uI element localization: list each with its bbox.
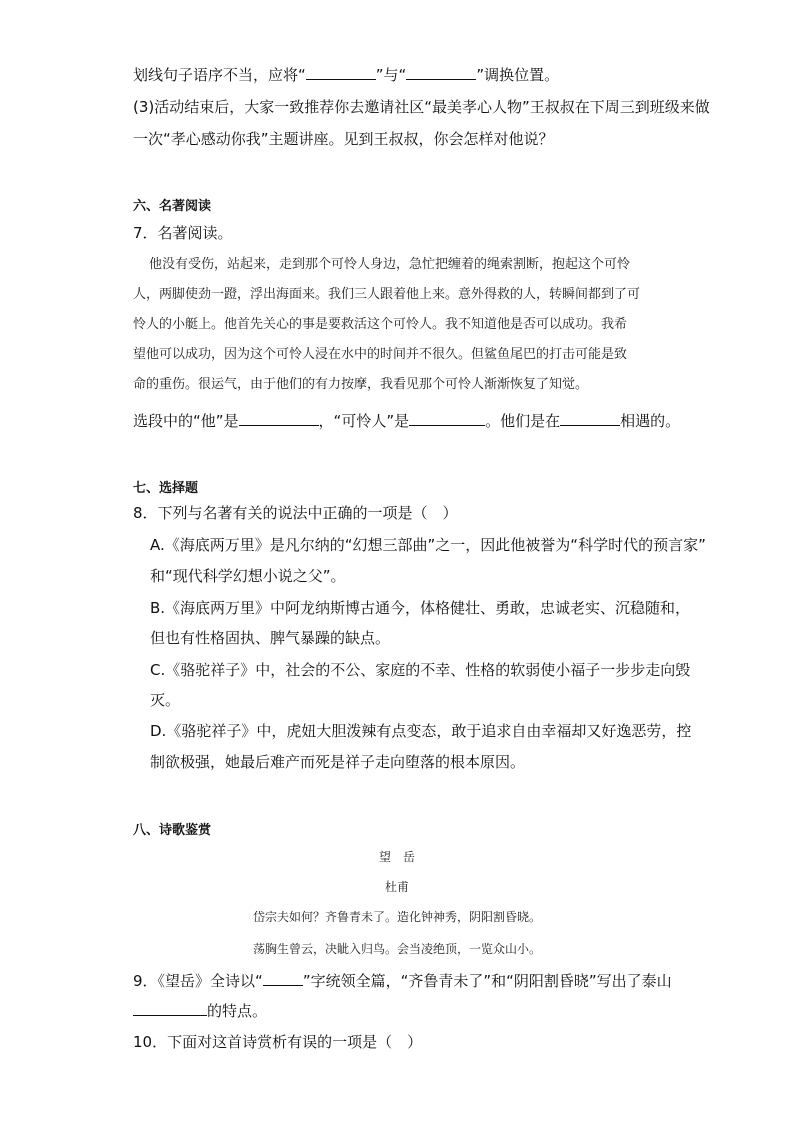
q6-sub3-line2: 一次“孝心感动你我”主题讲座。见到王叔叔，你会怎样对他说？ xyxy=(133,130,554,148)
q9-text-a: 9．《望岳》全诗以“ xyxy=(133,972,263,990)
poem-line: 岱宗夫如何？齐鲁青未了。造化钟神秀，阴阳割昏晓。 xyxy=(252,910,541,924)
option-c[interactable]: C.《骆驼祥子》中，社会的不公、家庭的不幸、性格的软弱使小福子一步步走向毁 xyxy=(150,661,691,679)
option-b[interactable]: B.《海底两万里》中阿龙纳斯博古通今，体格健壮、勇敢，忠诚老实、沉稳随和， xyxy=(150,599,691,617)
q9-text-c: 的特点。 xyxy=(207,1002,268,1020)
answer-blank[interactable] xyxy=(560,411,620,426)
passage-line: 人，两脚使劲一蹬，浮出海面来。我们三人跟着他上来。意外得救的人，转瞬间都到了可 xyxy=(133,287,641,302)
passage-line: 怜人的小艇上。他首先关心的事是要救活这个可怜人。我不知道他是否可以成功。我希 xyxy=(133,317,628,332)
answer-blank[interactable] xyxy=(409,411,485,426)
passage-line: 望他可以成功，因为这个可怜人浸在水中的时间并不很久。但鲨鱼尾巴的打击可能是致 xyxy=(133,347,628,362)
q6-text-c: ”调换位置。 xyxy=(476,66,560,84)
question-8: 8．下列与名著有关的说法中正确的一项是（ ） xyxy=(133,504,458,522)
answer-blank[interactable] xyxy=(239,411,319,426)
q6-text-b: ”与“ xyxy=(375,66,407,84)
q7-text-a: 选段中的“他”是 xyxy=(133,412,239,430)
answer-blank[interactable] xyxy=(263,971,303,986)
passage-line: 他没有受伤，站起来，走到那个可怜人身边，急忙把缠着的绳索割断，抱起这个可怜 xyxy=(149,257,631,272)
q9-line xyxy=(133,970,672,992)
option-d-cont: 制欲极强，她最后难产而死是祥子走向堕落的根本原因。 xyxy=(150,753,526,771)
q6-sub3-line1: (3)活动结束后，大家一致推荐你去邀请社区“最美孝心人物”王叔叔在下周三到班级来做 xyxy=(133,98,710,116)
question-10: 10．下面对这首诗赏析有误的一项是（ ） xyxy=(133,1033,423,1051)
q9-text-b: ”字统领全篇，“齐鲁青未了”和“阴阳割昏晓”写出了泰山 xyxy=(302,972,672,990)
reading-passage xyxy=(133,250,661,400)
q6-fill-line xyxy=(133,64,559,86)
option-a-cont: 和“现代科学幻想小说之父”。 xyxy=(150,567,346,585)
poem-author: 杜甫 xyxy=(384,880,409,894)
option-b-cont: 但也有性格固执、脾气暴躁的缺点。 xyxy=(150,629,391,647)
passage-line: 命的重伤。很运气，由于他们的有力按摩，我看见那个可怜人渐渐恢复了知觉。 xyxy=(133,377,589,392)
section-heading: 七、选择题 xyxy=(133,481,199,496)
answer-blank[interactable] xyxy=(406,65,476,80)
q9-line-2 xyxy=(133,1000,267,1022)
section-heading: 六、名著阅读 xyxy=(133,199,212,214)
section-heading: 八、诗歌鉴赏 xyxy=(133,823,212,838)
option-d[interactable]: D.《骆驼祥子》中，虎妞大胆泼辣有点变态，敢于追求自由幸福却又好逸恶劳，控 xyxy=(150,722,692,740)
q7-fill-line xyxy=(133,410,680,432)
q6-text-a: 划线句子语序不当，应将“ xyxy=(133,66,306,84)
answer-blank[interactable] xyxy=(133,1001,207,1016)
q7-text-c: 。他们是在 xyxy=(485,412,561,430)
poem-title: 望 岳 xyxy=(378,850,415,864)
option-a[interactable]: A.《海底两万里》是凡尔纳的“幻想三部曲”之一，因此他被誉为“科学时代的预言家” xyxy=(150,536,706,554)
poem-line: 荡胸生曾云，决眦入归鸟。会当凌绝顶，一览众山小。 xyxy=(252,942,541,956)
answer-blank[interactable] xyxy=(306,65,376,80)
q7-text-d: 相遇的。 xyxy=(620,412,681,430)
q7-text-b: ，“可怜人”是 xyxy=(318,412,410,430)
option-c-cont: 灭。 xyxy=(150,691,181,709)
question-7: 7．名著阅读。 xyxy=(133,224,233,242)
